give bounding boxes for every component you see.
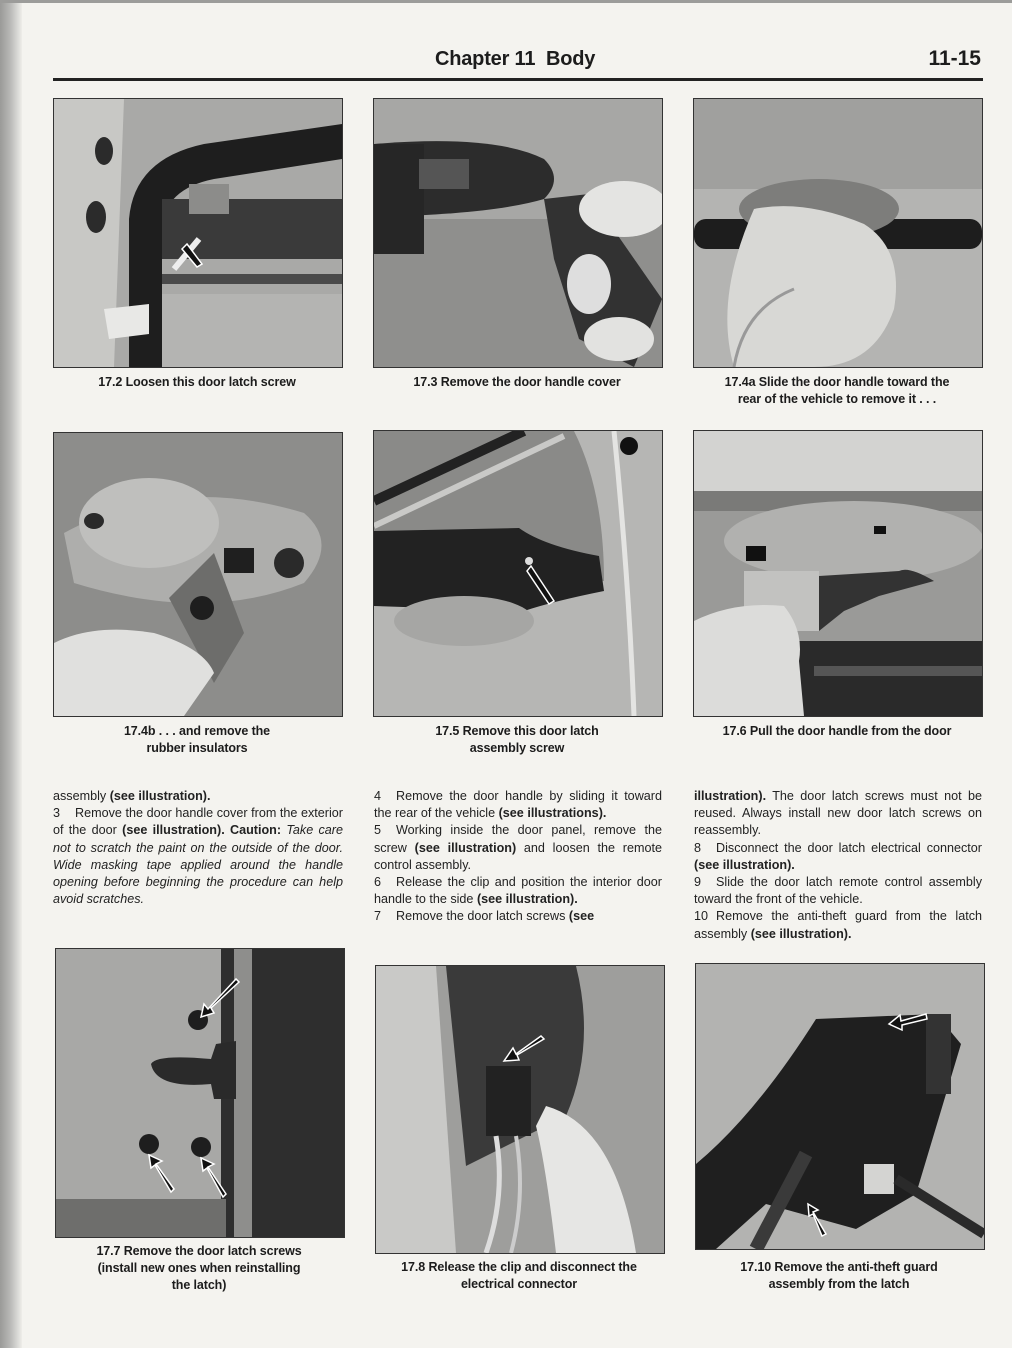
caption-line: assembly from the latch <box>768 1277 910 1291</box>
caption-line: electrical connector <box>460 1277 578 1291</box>
caption-line: (install new ones when reinstalling <box>97 1261 301 1275</box>
photo-17-5 <box>373 430 663 717</box>
caption-line: 17.10 Remove the anti-theft guard <box>740 1260 938 1274</box>
page-header <box>53 46 983 76</box>
caption-line: 17.4b . . . and remove the <box>123 724 271 738</box>
caption-line: the latch) <box>171 1278 227 1292</box>
step-number: 3 <box>53 806 61 821</box>
caption-text: 17.6 Pull the door handle from the door <box>722 724 952 738</box>
photo-17-4b <box>53 432 343 717</box>
caption-text: 17.2 Loosen this door latch screw <box>98 375 296 389</box>
photo-17-10 <box>695 963 985 1250</box>
photo-17-3 <box>373 98 663 368</box>
body-text: Remove the door handle by sliding it toward the rear of the vehicle <box>374 789 662 821</box>
caption-line: rubber insulators <box>146 741 248 755</box>
paragraph <box>53 788 343 805</box>
photo-17-6 <box>693 430 983 717</box>
illustration-reference: (see illustration). Caution: <box>122 823 282 838</box>
caption-text: 17.3 Remove the door handle cover <box>413 375 621 389</box>
step-number: 4 <box>374 789 382 803</box>
caption-17-2 <box>53 374 341 391</box>
step-6 <box>374 874 662 908</box>
body-text: The door latch screws must not be reused. Always install new door latch screws on reassembly. <box>694 789 982 838</box>
caption-17-6 <box>693 723 981 740</box>
photo-17-8 <box>375 965 665 1254</box>
text-column-2 <box>374 788 662 926</box>
step-3 <box>53 805 343 908</box>
illustration-reference: (see illustration). <box>750 926 852 941</box>
page-binding-shadow <box>0 0 22 1348</box>
caption-17-4b <box>53 723 341 757</box>
step-number: 10 <box>694 909 709 924</box>
text-column-1 <box>53 788 343 908</box>
step-number: 5 <box>374 823 382 838</box>
step-7 <box>374 908 662 925</box>
step-5 <box>374 822 662 874</box>
illustration-reference: (see illustration). <box>476 892 578 907</box>
step-10 <box>694 908 982 942</box>
body-text: Slide the door latch remote control assembly toward the front of the vehicle. <box>694 875 982 907</box>
step-8 <box>694 840 982 874</box>
text-column-3 <box>694 788 982 943</box>
photo-17-7 <box>55 948 345 1238</box>
paragraph <box>694 788 982 840</box>
step-number: 7 <box>374 909 382 924</box>
caption-line: 17.4a Slide the door handle toward the <box>724 375 950 389</box>
illustration-reference: (see illustrations). <box>498 806 607 821</box>
caution-text: Take care not to scratch the paint on the outside of the door. Wide masking tape applied around the handle opening before beginning the procedure can help avoid scratches. <box>53 823 343 907</box>
step-number: 6 <box>374 875 382 890</box>
page-number: 11-15 <box>928 47 981 70</box>
illustration-reference: illustration). <box>694 789 767 803</box>
caption-line: 17.8 Release the clip and disconnect the <box>401 1260 637 1274</box>
caption-17-4a <box>693 374 981 408</box>
step-number: 9 <box>694 875 702 890</box>
photo-17-4a <box>693 98 983 368</box>
step-number: 8 <box>694 840 702 855</box>
caption-line: 17.5 Remove this door latch <box>435 724 599 738</box>
step-4 <box>374 788 662 822</box>
body-text: Disconnect the door latch electrical connector <box>716 840 982 855</box>
body-text: Remove the door handle cover from the exterior of the door <box>53 806 343 838</box>
body-text: assembly <box>53 789 110 803</box>
body-text: and loosen the remote control assembly. <box>374 840 662 872</box>
caption-line: 17.7 Remove the door latch screws <box>96 1244 302 1258</box>
illustration-reference: (see illustration) <box>414 840 517 855</box>
photo-17-2 <box>53 98 343 368</box>
caption-17-3 <box>373 374 661 391</box>
caption-17-8 <box>375 1259 663 1293</box>
caption-line: assembly screw <box>469 741 565 755</box>
page-top-edge <box>0 0 1012 3</box>
illustration-reference: (see illustration). <box>694 857 795 872</box>
body-text: Remove the door latch screws <box>396 909 569 924</box>
caption-line: rear of the vehicle to remove it . . . <box>737 392 937 406</box>
illustration-reference: (see <box>568 909 595 924</box>
illustration-reference: (see illustration). <box>109 789 211 803</box>
header-rule <box>53 78 983 81</box>
chapter-title: Chapter 11 Body <box>435 48 596 70</box>
caption-17-5 <box>373 723 661 757</box>
caption-17-10 <box>695 1259 983 1293</box>
caption-17-7 <box>55 1243 343 1294</box>
body-text: Remove the anti-theft guard from the latch assembly <box>694 909 982 941</box>
body-text: Release the clip and position the interior door handle to the side <box>374 875 662 907</box>
step-9 <box>694 874 982 908</box>
body-text: Working inside the door panel, remove the screw <box>374 823 662 855</box>
